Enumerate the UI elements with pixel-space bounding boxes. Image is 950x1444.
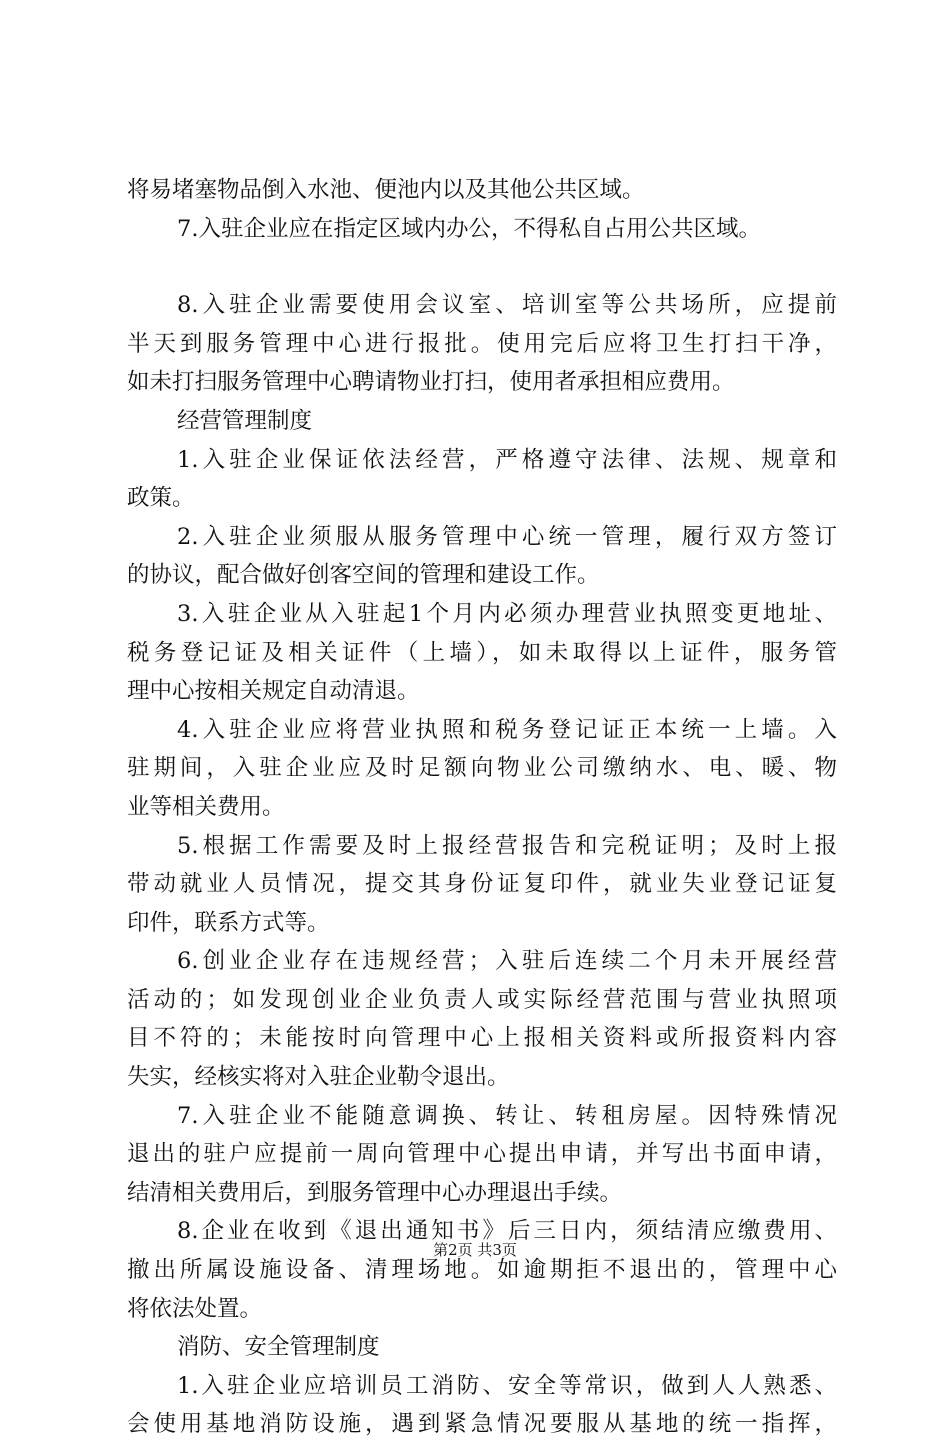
text-line: 如未打扫服务管理中心聘请物业打扫，使用者承担相应费用。: [127, 369, 735, 396]
text-line: 7.入驻企业不能随意调换、转让、转租房屋。因特殊情况: [177, 1102, 837, 1129]
text-line: 3.入驻企业从入驻起1个月内必须办理营业执照变更地址、: [177, 600, 837, 627]
text-line: 目不符的；未能按时向管理中心上报相关资料或所报资料内容: [127, 1025, 837, 1052]
text-line: 6.创业企业存在违规经营；入驻后连续二个月未开展经营: [177, 948, 837, 975]
text-line: 驻期间，入驻企业应及时足额向物业公司缴纳水、电、暖、物: [127, 755, 837, 782]
text-line: 2.入驻企业须服从服务管理中心统一管理，履行双方签订: [177, 523, 837, 550]
text-line: 业等相关费用。: [127, 793, 285, 820]
text-line: 会使用基地消防设施，遇到紧急情况要服从基地的统一指挥，: [127, 1411, 837, 1438]
text-line: 政策。: [127, 485, 195, 512]
text-line: 退出的驻户应提前一周向管理中心提出申请，并写出书面申请，: [127, 1141, 837, 1168]
text-line: 理中心按相关规定自动清退。: [127, 678, 420, 705]
text-line: 1.入驻企业应培训员工消防、安全等常识，做到人人熟悉、: [177, 1372, 837, 1399]
text-line: 失实，经核实将对入驻企业勒令退出。: [127, 1064, 510, 1091]
text-line: 将易堵塞物品倒入水池、便池内以及其他公共区域。: [127, 177, 645, 203]
text-line: 的协议，配合做好创客空间的管理和建设工作。: [127, 562, 600, 589]
section-heading: 经营管理制度: [177, 407, 313, 434]
text-line: 将依法处置。: [127, 1295, 263, 1322]
page-number-footer: 第2页 共3页: [433, 1241, 517, 1259]
text-line: 撤出所属设施设备、清理场地。如逾期拒不退出的，管理中心: [127, 1257, 837, 1284]
text-line: 4.入驻企业应将营业执照和税务登记证正本统一上墙。入: [177, 716, 837, 743]
text-line: 5.根据工作需要及时上报经营报告和完税证明；及时上报: [177, 832, 837, 859]
text-line: 活动的；如发现创业企业负责人或实际经营范围与营业执照项: [127, 986, 837, 1013]
text-line: 7.入驻企业应在指定区域内办公，不得私自占用公共区域。: [177, 215, 761, 242]
text-line: 带动就业人员情况，提交其身份证复印件，就业失业登记证复: [127, 871, 837, 898]
text-line: 税务登记证及相关证件（上墙），如未取得以上证件，服务管: [127, 639, 837, 666]
text-line: 8.企业在收到《退出通知书》后三日内，须结清应缴费用、: [177, 1218, 837, 1245]
section-heading: 消防、安全管理制度: [177, 1334, 380, 1361]
text-line: 印件，联系方式等。: [127, 909, 330, 936]
text-line: 结清相关费用后，到服务管理中心办理退出手续。: [127, 1179, 623, 1206]
text-line: 8.入驻企业需要使用会议室、培训室等公共场所，应提前: [177, 292, 837, 319]
text-line: 半天到服务管理中心进行报批。使用完后应将卫生打扫干净，: [127, 330, 837, 357]
text-line: 1.入驻企业保证依法经营，严格遵守法律、法规、规章和: [177, 446, 837, 473]
paragraph-gap: [127, 248, 837, 286]
